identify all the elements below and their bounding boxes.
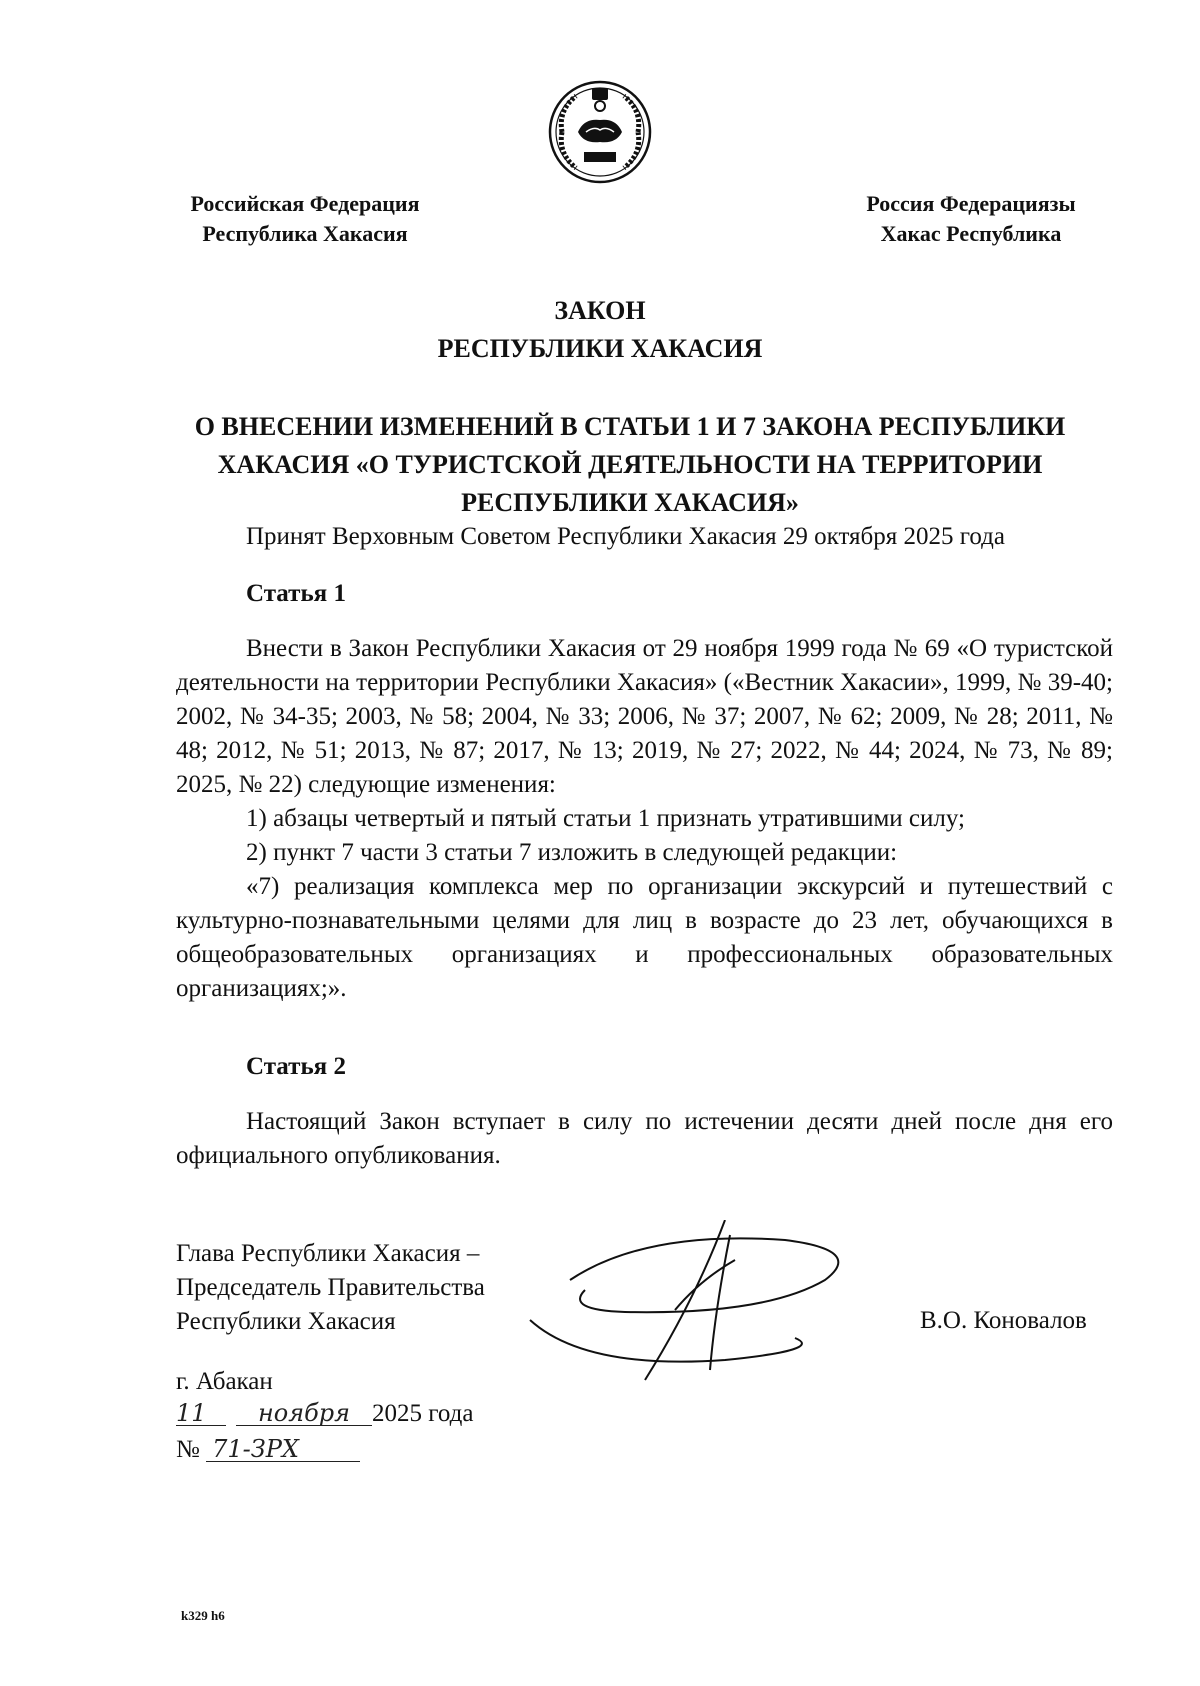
article-2-heading: Статья 2: [246, 1053, 346, 1080]
article-1-paragraph: 2) пункт 7 части 3 статьи 7 изложить в следующей редакции:: [246, 839, 898, 866]
adoption-note: Принят Верховным Советом Республики Хакасия 29 октября 2025 года: [246, 523, 1005, 550]
title-line-1: ЗАКОН: [554, 296, 646, 325]
signatory-position-line: Председатель Правительства: [176, 1274, 485, 1301]
signatory-position-line: Глава Республики Хакасия –: [176, 1240, 480, 1267]
header-right: [836, 189, 1106, 249]
document-title: [0, 292, 1200, 368]
handwritten-day: 11: [176, 1401, 226, 1426]
signatory-position-line: Республики Хакасия: [176, 1308, 396, 1335]
number-prefix: №: [176, 1436, 200, 1463]
header-left-republic: Республика Хакасия: [202, 221, 408, 246]
document-code: k329 h6: [181, 1608, 225, 1623]
header-right-republic: Хакас Республика: [880, 221, 1062, 246]
law-number-line: [176, 1434, 360, 1466]
place-of-signing: г. Абакан: [176, 1368, 273, 1395]
article-1-paragraph: Внести в Закон Республики Хакасия от 29 ноября 1999 года № 69 «О туристской деятельности на территории Республики Хакасия» («Вестник Хакасии», 1999, № 39-40; 2002, № 34-35; 2003, № 58; 2004, № 33; 2006, № 37; 2007, № 62; 2009, № 28; 2011, № 48; 2012, № 51; 2013, № 87; 2017, № 13; 2019, № 27; 2022, № 44; 2024, № 73, № 89; 2025, № 22) следующие изменения:: [176, 635, 1113, 798]
signatory-name: В.О. Коновалов: [920, 1307, 1087, 1334]
handwritten-law-number: 71-ЗРХ: [206, 1437, 360, 1462]
article-2-paragraph: Настоящий Закон вступает в силу по истечении десяти дней после дня его официального опубликования.: [176, 1108, 1113, 1169]
article-1-paragraph: «7) реализация комплекса мер по организации экскурсий и путешествий с культурно-познавательными целями для лиц в возрасте до 23 лет, обучающихся в общеобразовательных организациях и профессиональных образовательных организациях;».: [176, 873, 1113, 1002]
handwritten-signature: [525, 1220, 905, 1395]
article-1-paragraph: 1) абзацы четвертый и пятый статьи 1 признать утратившими силу;: [246, 805, 965, 832]
date-suffix: 2025 года: [372, 1400, 474, 1427]
article-1-heading: Статья 1: [246, 580, 346, 607]
header-left: [170, 189, 440, 249]
law-subject: О ВНЕСЕНИИ ИЗМЕНЕНИЙ В СТАТЬИ 1 И 7 ЗАКОНА РЕСПУБЛИКИ ХАКАСИЯ «О ТУРИСТСКОЙ ДЕЯТЕЛЬНОСТИ НА ТЕРРИТОРИИ РЕСПУБЛИКИ ХАКАСИЯ»: [194, 412, 1066, 517]
article-2-body: [176, 1105, 1113, 1173]
handwritten-month: ноября: [236, 1401, 372, 1426]
coat-of-arms-emblem: [548, 80, 652, 184]
article-1-body: [176, 632, 1113, 1006]
signatory-position: [176, 1237, 485, 1339]
header-left-country: Российская Федерация: [190, 191, 420, 216]
date-line: [176, 1398, 473, 1430]
title-line-2: РЕСПУБЛИКИ ХАКАСИЯ: [437, 334, 763, 363]
header-right-country: Россия Федерациязы: [866, 191, 1076, 216]
